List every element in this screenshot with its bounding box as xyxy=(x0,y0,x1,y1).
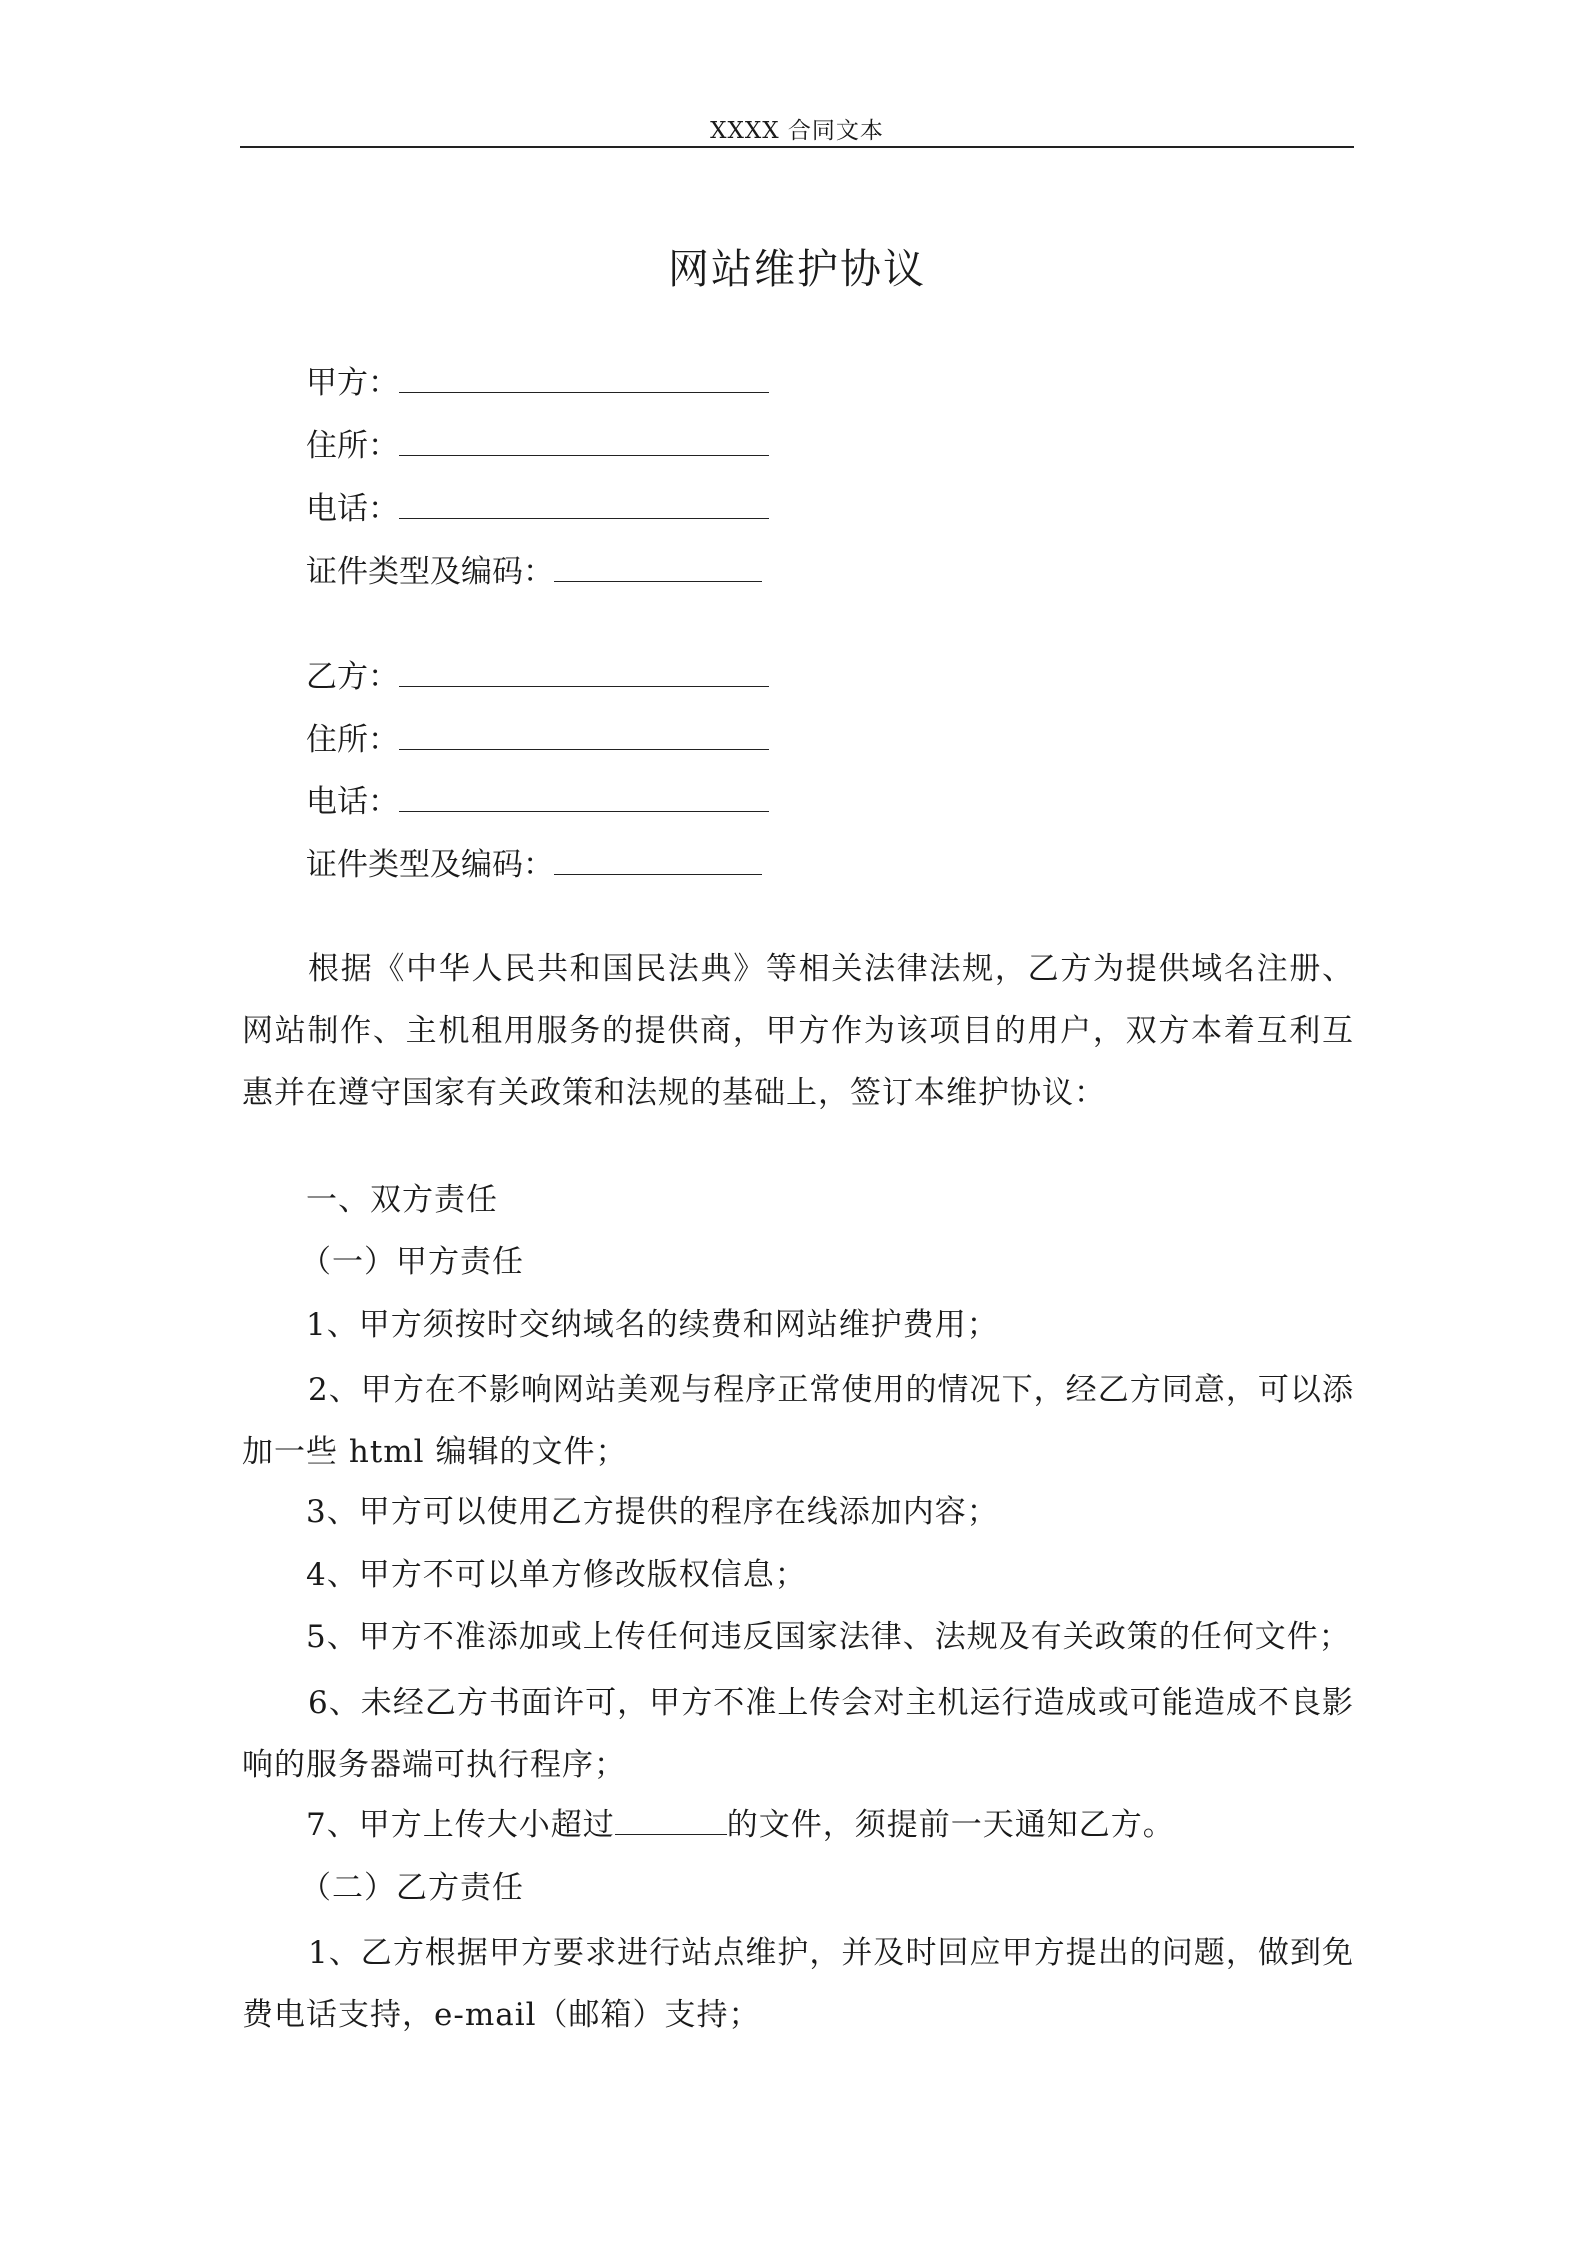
document-title: 网站维护协议 xyxy=(668,245,926,293)
intro-paragraph: 根据《中华人民共和国民法典》等相关法律法规，乙方为提供域名注册、网站制作、主机租用服务的提供商，甲方作为该项目的用户，双方本着互利互惠并在遵守国家有关政策和法规的基础上，签订本维护协议： xyxy=(242,951,1354,1111)
header-rule xyxy=(240,146,1354,148)
a-item-6: 6、未经乙方书面许可，甲方不准上传会对主机运行造成或可能造成不良影响的服务器端可执行程序； xyxy=(242,1685,1354,1783)
a-item-7-blank xyxy=(615,1808,727,1835)
b-item-1: 1、乙方根据甲方要求进行站点维护，并及时回应甲方提出的问题，做到免费电话支持，e-mail（邮箱）支持； xyxy=(242,1935,1354,2033)
party-a-address-blank xyxy=(399,425,769,456)
party-a-id-label: 证件类型及编码： xyxy=(306,554,554,590)
section-1-sub-b: （二）乙方责任 xyxy=(300,1870,524,1906)
document-header: XXXX 合同文本 xyxy=(710,118,884,144)
party-a-id-row xyxy=(306,551,762,592)
party-a-name-blank xyxy=(399,362,769,393)
section-1-heading: 一、双方责任 xyxy=(306,1182,498,1218)
party-a-address-label: 住所： xyxy=(306,428,399,464)
party-b-address-blank xyxy=(399,719,769,750)
party-b-phone-blank xyxy=(399,781,769,812)
a-item-5: 5、甲方不准添加或上传任何违反国家法律、法规及有关政策的任何文件； xyxy=(306,1619,1351,1655)
party-b-id-row xyxy=(306,844,762,885)
party-a-phone-blank xyxy=(399,488,769,519)
party-b-phone-label: 电话： xyxy=(306,784,399,820)
party-a-id-blank xyxy=(554,551,762,582)
party-a-phone-row xyxy=(306,488,769,529)
party-a-phone-label: 电话： xyxy=(306,491,399,527)
a-item-4: 4、甲方不可以单方修改版权信息； xyxy=(306,1557,807,1593)
party-b-id-label: 证件类型及编码： xyxy=(306,847,554,883)
party-b-address-label: 住所： xyxy=(306,722,399,758)
party-b-id-blank xyxy=(554,844,762,875)
a-item-7-suffix: 的文件，须提前一天通知乙方。 xyxy=(726,1807,1175,1843)
party-b-name-blank xyxy=(399,656,769,687)
party-b-address-row xyxy=(306,719,769,760)
party-b-name-label: 乙方： xyxy=(306,659,399,695)
party-a-name-row xyxy=(306,362,769,403)
party-a-address-row xyxy=(306,425,769,466)
party-b-name-row xyxy=(306,656,769,697)
a-item-1: 1、甲方须按时交纳域名的续费和网站维护费用； xyxy=(306,1307,999,1343)
a-item-2: 2、甲方在不影响网站美观与程序正常使用的情况下，经乙方同意，可以添加一些 html 编辑的文件； xyxy=(242,1372,1354,1470)
a-item-3: 3、甲方可以使用乙方提供的程序在线添加内容； xyxy=(306,1494,999,1530)
a-item-7 xyxy=(306,1805,1175,1845)
party-b-phone-row xyxy=(306,781,769,822)
party-a-name-label: 甲方： xyxy=(306,365,399,401)
section-1-sub-a: （一）甲方责任 xyxy=(300,1244,524,1280)
a-item-7-prefix: 7、甲方上传大小超过 xyxy=(306,1807,615,1843)
